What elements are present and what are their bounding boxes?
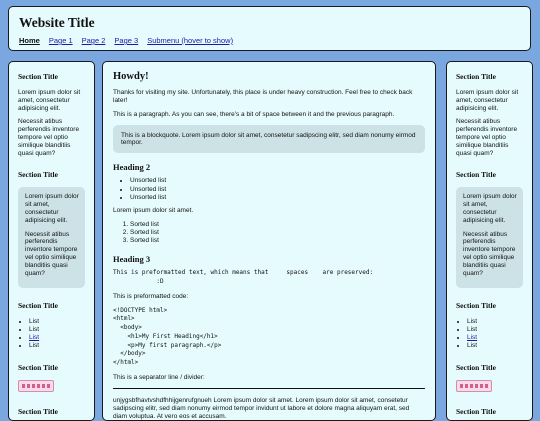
long-text: unjygsbfhavtvshdfhhijgenrufgnueh Lorem ipsum dolor sit amet. Lorem ipsum dolor sit amet, consetetur sadipscing elitr, sed diam nonumy eirmod tempor invidunt ut labore et dolore magna aliquyam erat, sed diam voluptua. At vero eos et accusam. bbox=[113, 396, 410, 420]
main-content bbox=[102, 61, 436, 421]
list-link[interactable]: List bbox=[29, 333, 40, 341]
nav-page-3[interactable]: Page 3 bbox=[114, 36, 139, 45]
nav-submenu[interactable]: Submenu (hover to show) bbox=[147, 36, 234, 45]
list-item: 1. Sorted list bbox=[130, 221, 425, 229]
list-item bbox=[467, 334, 523, 342]
left-section-3 bbox=[18, 301, 85, 349]
section-title: Section Title bbox=[18, 170, 58, 180]
intro-text: Thanks for visiting my site. Unfortunately, this place is under heavy construction. Feel free to check back later! bbox=[113, 89, 413, 105]
list-item: • List bbox=[29, 318, 85, 326]
nav-page-1[interactable]: Page 1 bbox=[48, 36, 73, 45]
section-title: Section Title bbox=[456, 362, 496, 372]
section-title: Section Title bbox=[18, 406, 58, 416]
nav-page-2[interactable]: Page 2 bbox=[81, 36, 106, 45]
separator-caption: This is a separator line / divider: bbox=[113, 373, 205, 381]
badge-image[interactable] bbox=[18, 380, 54, 392]
left-section-4 bbox=[18, 363, 85, 394]
header-panel bbox=[8, 6, 531, 51]
section-title: Section Title bbox=[18, 301, 58, 311]
left-section-2 bbox=[18, 170, 85, 288]
list-item: 2. Sorted list bbox=[130, 229, 425, 237]
right-section-4 bbox=[456, 363, 523, 394]
nav-home[interactable]: Home bbox=[19, 36, 40, 45]
section-text: Necessit atibus perferendis inventore tempore vel optio similique blanditiis quasi quam? bbox=[18, 118, 80, 157]
badge-image[interactable] bbox=[456, 380, 492, 392]
section-title: Section Title bbox=[456, 170, 496, 180]
paragraph-text: This is a paragraph. As you can see, there's a bit of space between it and the previous paragraph. bbox=[113, 111, 395, 119]
site-title: Website Title bbox=[19, 15, 95, 30]
right-section-3 bbox=[456, 301, 523, 349]
section-title: Section Title bbox=[18, 362, 58, 372]
list-item: • List bbox=[467, 318, 523, 326]
quote-text: Necessit atibus perferendis inventore tempore vel optio similique blanditiis quasi quam? bbox=[463, 230, 516, 277]
left-section-1 bbox=[18, 72, 85, 157]
list-link[interactable]: List bbox=[467, 333, 478, 341]
list-item: • List bbox=[29, 342, 85, 350]
section-title: Section Title bbox=[456, 301, 496, 311]
section-text: Necessit atibus perferendis inventore tempore vel optio similique blanditiis quasi quam? bbox=[456, 118, 518, 157]
separator-line bbox=[113, 388, 425, 389]
sidebar-list bbox=[456, 318, 523, 349]
section-text: Lorem ipsum dolor sit amet, consectetur adipisicing elit. bbox=[456, 89, 519, 112]
list-item: • List bbox=[467, 326, 523, 334]
list-item: • Unsorted list bbox=[130, 194, 425, 202]
quote-text: Lorem ipsum dolor sit amet, consectetur adipisicing elit. bbox=[25, 193, 79, 224]
right-section-2 bbox=[456, 170, 523, 288]
preformatted-text: This is preformatted text, which means that spaces are preserved: :D bbox=[113, 269, 374, 285]
unsorted-list bbox=[113, 177, 425, 201]
quote-text: Lorem ipsum dolor sit amet, consectetur adipisicing elit. bbox=[463, 193, 517, 224]
right-section-1 bbox=[456, 72, 523, 157]
quote-text: Necessit atibus perferendis inventore tempore vel optio similique blanditiis quasi quam? bbox=[25, 230, 78, 277]
section-title: Section Title bbox=[456, 72, 496, 81]
right-section-5 bbox=[456, 407, 523, 416]
code-caption: This is preformatted code: bbox=[113, 292, 189, 300]
right-sidebar bbox=[446, 61, 533, 421]
section-text: Lorem ipsum dolor sit amet, consectetur adipisicing elit. bbox=[18, 89, 81, 112]
lorem-text: Lorem ipsum dolor sit amet. bbox=[113, 206, 194, 214]
list-item: • List bbox=[29, 326, 85, 334]
section-title: Section Title bbox=[456, 406, 496, 416]
heading-howdy: Howdy! bbox=[113, 71, 149, 82]
left-sidebar bbox=[8, 61, 95, 421]
sidebar-blockquote bbox=[456, 187, 523, 288]
left-section-5 bbox=[18, 407, 85, 416]
sidebar-list bbox=[18, 318, 85, 349]
list-item: 3. Sorted list bbox=[130, 237, 425, 245]
blockquote: This is a blockquote. Lorem ipsum dolor sit amet, consetetur sadipscing elitr, sed diam nonumy eirmod tempor. bbox=[113, 125, 425, 153]
sorted-list bbox=[113, 221, 425, 245]
list-item: • Unsorted list bbox=[130, 186, 425, 194]
list-item bbox=[29, 334, 85, 342]
heading-2: Heading 2 bbox=[113, 162, 151, 173]
code-block: <!DOCTYPE html> <html> <body> <h1>My First Heading</h1> <p>My first paragraph.</p> </body> </html> bbox=[113, 306, 222, 366]
main-nav bbox=[19, 36, 520, 45]
sidebar-blockquote bbox=[18, 187, 85, 288]
list-item: • List bbox=[467, 342, 523, 350]
heading-3: Heading 3 bbox=[113, 254, 151, 265]
section-title: Section Title bbox=[18, 72, 58, 81]
list-item: • Unsorted list bbox=[130, 177, 425, 185]
